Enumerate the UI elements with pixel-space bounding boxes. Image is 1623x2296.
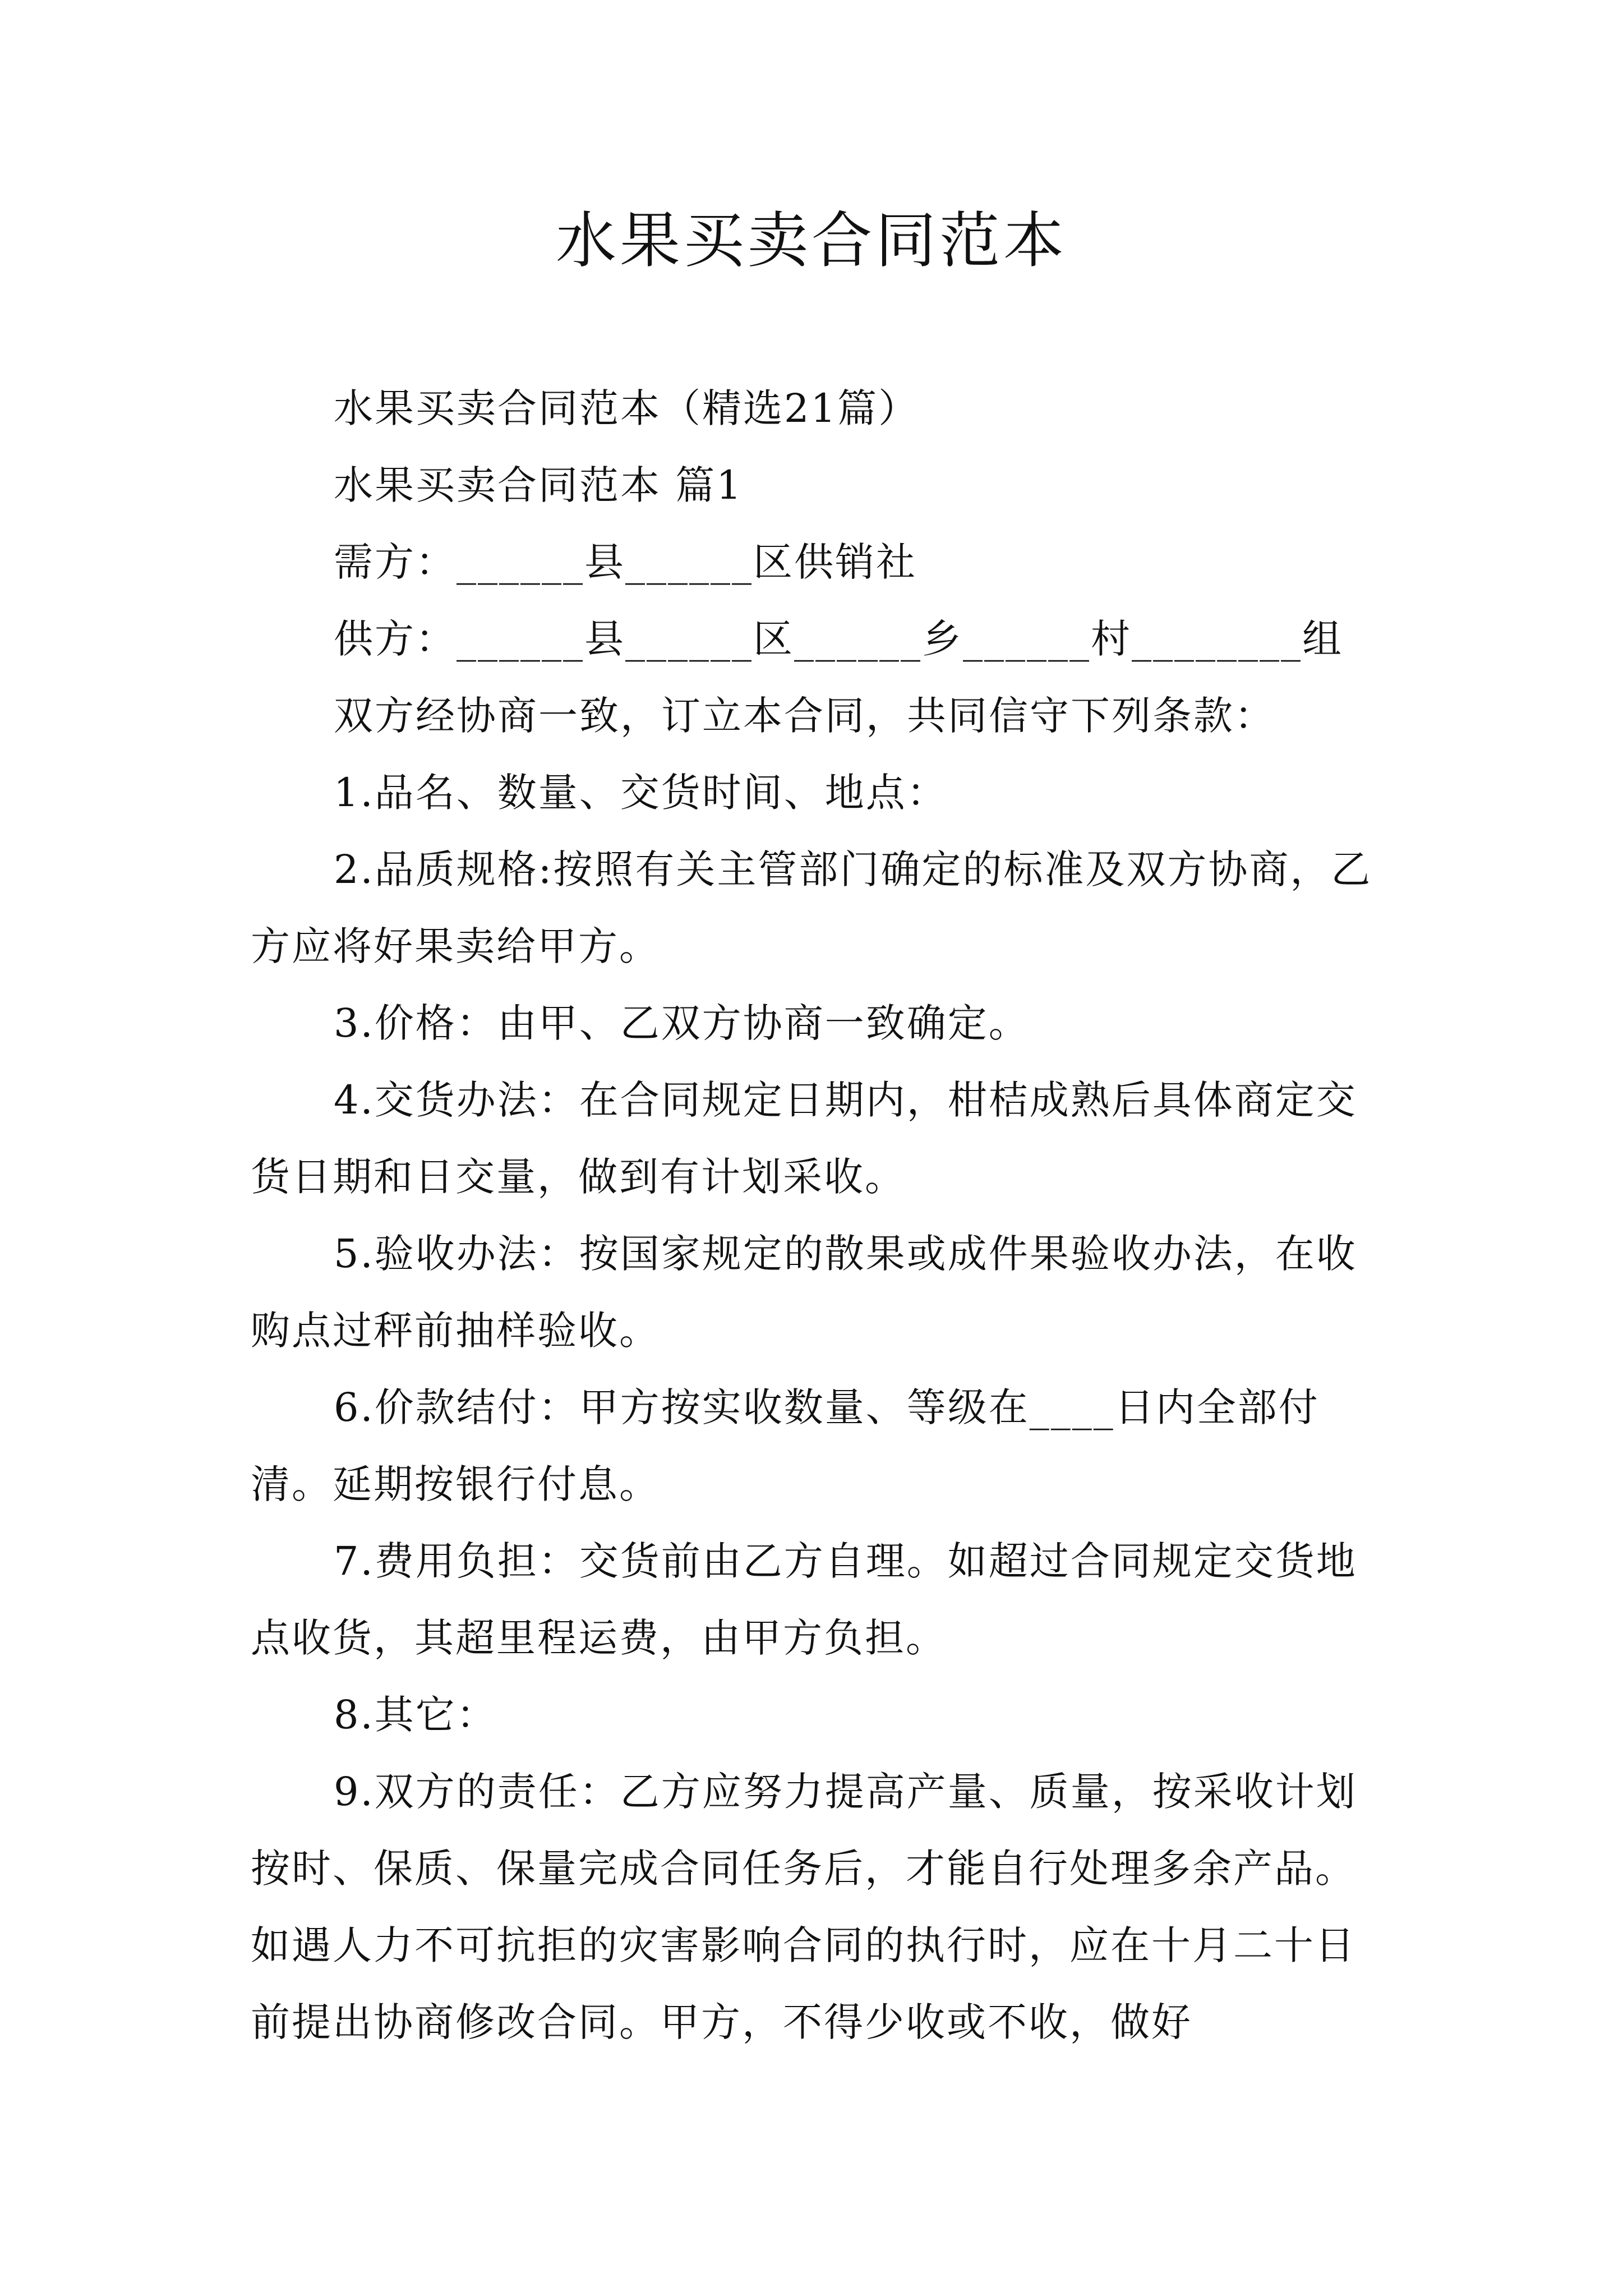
clause-2: 2.品质规格:按照有关主管部门确定的标准及双方协商，乙方应将好果卖给甲方。 [251, 846, 1372, 969]
clause-7: 7.费用负担：交货前由乙方自理。如超过合同规定交货地点收货，其超里程运费，由甲方负担。 [251, 1538, 1357, 1661]
paragraph-seller: 供方：______县______区______乡______村________组 [334, 616, 1343, 662]
paragraph-section-heading: 水果买卖合同范本 篇1 [334, 462, 743, 508]
clause-8: 8.其它： [334, 1692, 497, 1738]
clause-9: 9.双方的责任：乙方应努力提高产量、质量，按采收计划按时、保质、保量完成合同任务后，才能自行处理多余产品。如遇人力不可抗拒的灾害影响合同的执行时，应在十月二十日前提出协商修改合同。甲方，不得少收或不收，做好 [251, 1769, 1357, 2045]
paragraph-agreement: 双方经协商一致，订立本合同，共同信守下列条款： [334, 693, 1275, 739]
document-title: 水果买卖合同范本 [555, 206, 1067, 276]
paragraph-subtitle: 水果买卖合同范本（精选21篇） [334, 385, 920, 431]
clause-6: 6.价款结付：甲方按实收数量、等级在____日内全部付清。延期按银行付息。 [251, 1384, 1320, 1507]
clause-1: 1.品名、数量、交货时间、地点： [334, 770, 948, 816]
document-body [251, 370, 1384, 2061]
clause-3: 3.价格：由甲、乙双方协商一致确定。 [334, 1000, 1030, 1046]
clause-5: 5.验收办法：按国家规定的散果或成件果验收办法，在收购点过秤前抽样验收。 [251, 1231, 1357, 1354]
clause-4: 4.交货办法：在合同规定日期内，柑桔成熟后具体商定交货日期和日交量，做到有计划采收。 [251, 1077, 1357, 1200]
paragraph-buyer: 需方：______县______区供销社 [334, 539, 917, 585]
